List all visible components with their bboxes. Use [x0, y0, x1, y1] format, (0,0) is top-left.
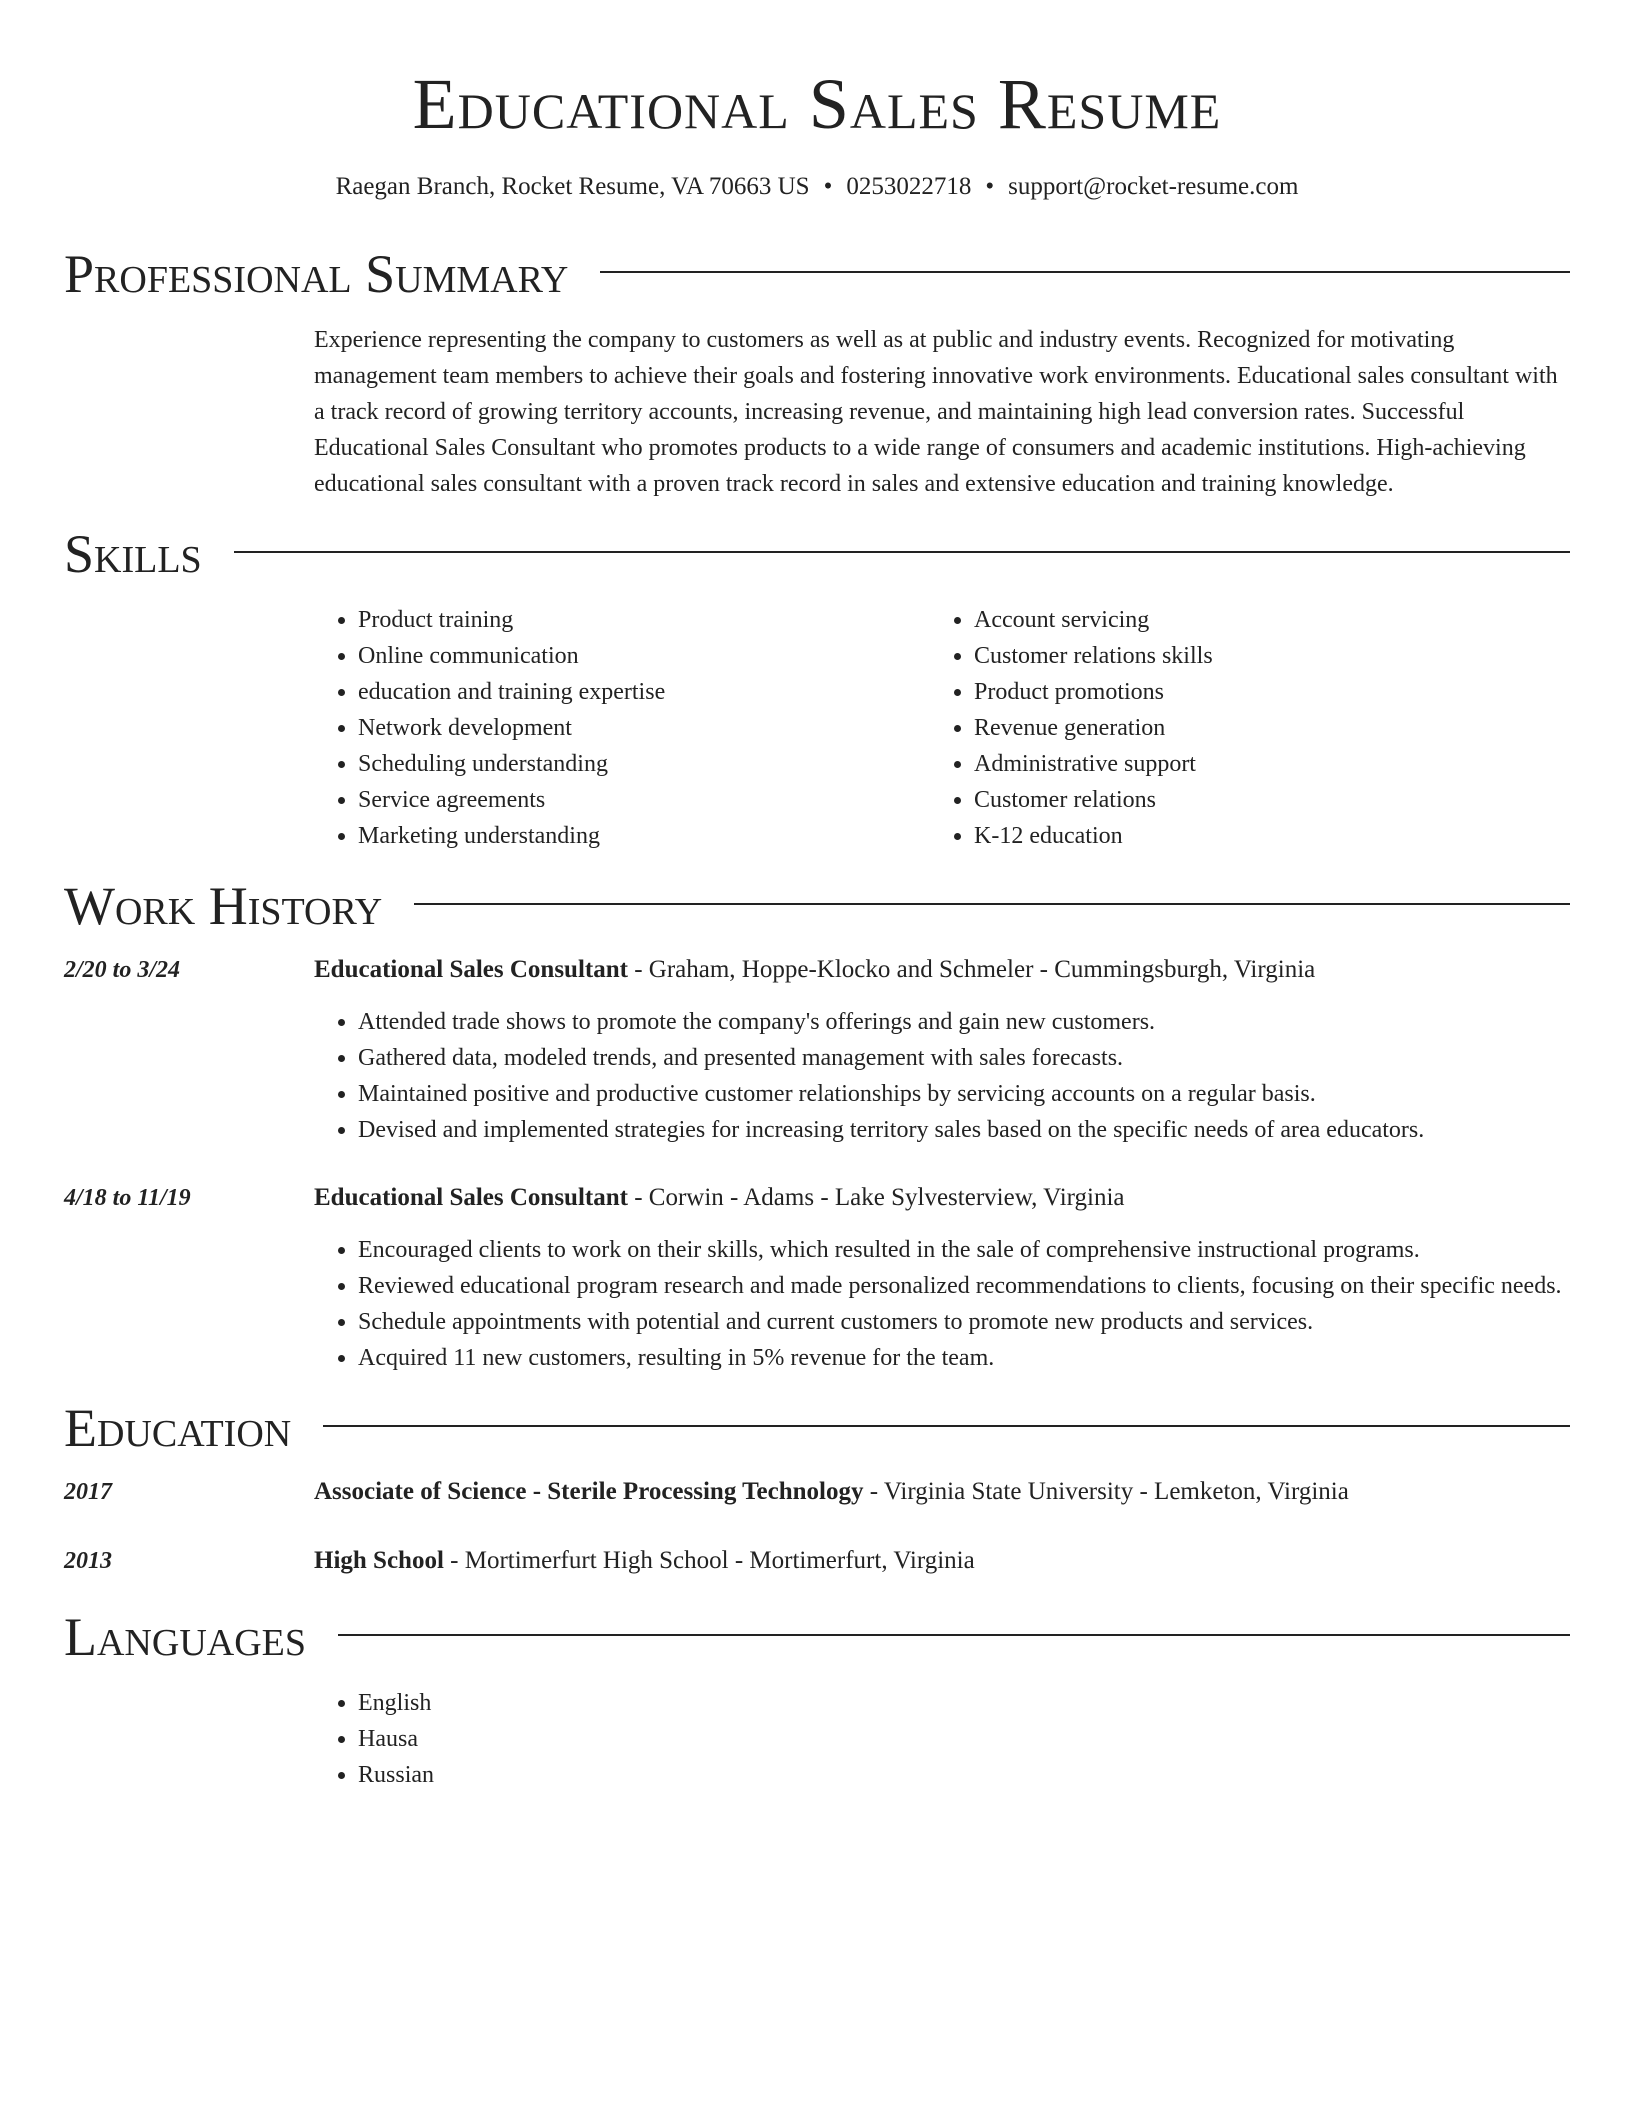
contact-line	[64, 170, 1570, 204]
languages-list	[314, 1685, 1570, 1793]
job-bullet: • Schedule appointments with potential and current customers to promote new products and services.	[358, 1304, 1570, 1340]
skill-item: • Network development	[358, 710, 930, 746]
education-degree: High School	[314, 1547, 444, 1574]
section-divider	[600, 271, 1570, 273]
job-bullet: • Acquired 11 new customers, resulting in 5% revenue for the team.	[358, 1340, 1570, 1376]
summary-heading: Professional Summary	[64, 244, 569, 304]
education-entry	[64, 1474, 1570, 1510]
contact-separator: •	[823, 173, 833, 200]
job-bullets	[314, 1004, 1570, 1148]
work-heading: Work History	[64, 876, 383, 936]
education-details: - Virginia State University - Lemketon, Virginia	[863, 1478, 1349, 1505]
skill-item: • Customer relations	[974, 782, 1546, 818]
contact-address: Raegan Branch, Rocket Resume, VA 70663 US	[335, 173, 810, 200]
section-divider	[234, 551, 1570, 553]
skill-item: • Service agreements	[358, 782, 930, 818]
work-header	[64, 876, 1570, 936]
job-body	[314, 1180, 1570, 1376]
skill-item: • K-12 education	[974, 818, 1546, 854]
summary-section	[64, 244, 1570, 502]
education-header	[64, 1398, 1570, 1458]
skill-item: • Revenue generation	[974, 710, 1546, 746]
job-body	[314, 952, 1570, 1148]
education-heading: Education	[64, 1398, 292, 1458]
language-item: • Hausa	[358, 1721, 1570, 1757]
skill-item: • Account servicing	[974, 602, 1546, 638]
languages-heading: Languages	[64, 1607, 306, 1667]
job-bullet: • Maintained positive and productive customer relationships by servicing accounts on a regular basis.	[358, 1076, 1570, 1112]
job-entry	[64, 1180, 1570, 1376]
contact-email: support@rocket-resume.com	[1008, 173, 1299, 200]
job-bullet: • Devised and implemented strategies for increasing territory sales based on the specific needs of area educators.	[358, 1112, 1570, 1148]
job-entry	[64, 952, 1570, 1148]
job-bullet: • Encouraged clients to work on their skills, which resulted in the sale of comprehensive instructional programs.	[358, 1232, 1570, 1268]
skills-header	[64, 524, 1570, 584]
job-heading	[314, 1180, 1570, 1216]
job-dates: 4/18 to 11/19	[64, 1185, 191, 1211]
job-dates: 2/20 to 3/24	[64, 957, 181, 983]
skill-item: • Product promotions	[974, 674, 1546, 710]
education-heading-line	[314, 1474, 1570, 1510]
contact-separator: •	[985, 173, 995, 200]
work-section	[64, 876, 1570, 1376]
skill-item: • Administrative support	[974, 746, 1546, 782]
job-title: Educational Sales Consultant	[314, 1184, 628, 1211]
job-details: - Graham, Hoppe-Klocko and Schmeler - Cummingsburgh, Virginia	[627, 956, 1316, 983]
skills-list-right	[930, 602, 1546, 854]
section-divider	[414, 903, 1570, 905]
job-bullets	[314, 1232, 1570, 1376]
job-bullet: • Attended trade shows to promote the company's offerings and gain new customers.	[358, 1004, 1570, 1040]
job-title: Educational Sales Consultant	[314, 956, 628, 983]
skill-item: • Customer relations skills	[974, 638, 1546, 674]
job-heading	[314, 952, 1570, 988]
education-body	[314, 1543, 1570, 1579]
languages-header	[64, 1607, 1570, 1667]
job-bullet: • Gathered data, modeled trends, and presented management with sales forecasts.	[358, 1040, 1570, 1076]
skills-body	[314, 602, 1570, 854]
education-degree: Associate of Science - Sterile Processing Technology	[314, 1478, 864, 1505]
resume-page	[64, 0, 1570, 1793]
skills-grid	[314, 602, 1570, 854]
education-entry	[64, 1543, 1570, 1579]
education-heading-line	[314, 1543, 1570, 1579]
summary-header	[64, 244, 1570, 304]
languages-section	[64, 1607, 1570, 1793]
education-section	[64, 1398, 1570, 1579]
language-item: • Russian	[358, 1757, 1570, 1793]
education-body	[314, 1474, 1570, 1510]
education-year: 2017	[64, 1479, 112, 1505]
skill-item: • Marketing understanding	[358, 818, 930, 854]
skill-item: • education and training expertise	[358, 674, 930, 710]
summary-body	[314, 322, 1570, 502]
section-divider	[338, 1634, 1570, 1636]
skills-list-left	[314, 602, 930, 854]
section-divider	[323, 1425, 1570, 1427]
education-year: 2013	[64, 1548, 112, 1574]
skills-section	[64, 524, 1570, 854]
skill-item: • Product training	[358, 602, 930, 638]
summary-text: Experience representing the company to customers as well as at public and industry events. Recognized for motivating management team members to achieve their goals and fostering innovative work environments. Educational sales consultant with a track record of growing territory accounts, increasing revenue, and maintaining high lead conversion rates. Successful Educational Sales Consultant who promotes products to a wide range of consumers and academic institutions. High-achieving educational sales consultant with a proven track record in sales and extensive education and training knowledge.	[314, 327, 1558, 497]
skill-item: • Scheduling understanding	[358, 746, 930, 782]
languages-body	[314, 1685, 1570, 1793]
job-details: - Corwin - Adams - Lake Sylvesterview, Virginia	[627, 1184, 1125, 1211]
contact-phone: 0253022718	[846, 173, 972, 200]
resume-title: Educational Sales Resume	[412, 64, 1222, 144]
skill-item: • Online communication	[358, 638, 930, 674]
language-item: • English	[358, 1685, 1570, 1721]
education-details: - Mortimerfurt High School - Mortimerfurt, Virginia	[443, 1547, 975, 1574]
job-bullet: • Reviewed educational program research and made personalized recommendations to clients, focusing on their specific needs.	[358, 1268, 1570, 1304]
skills-heading: Skills	[64, 524, 202, 584]
